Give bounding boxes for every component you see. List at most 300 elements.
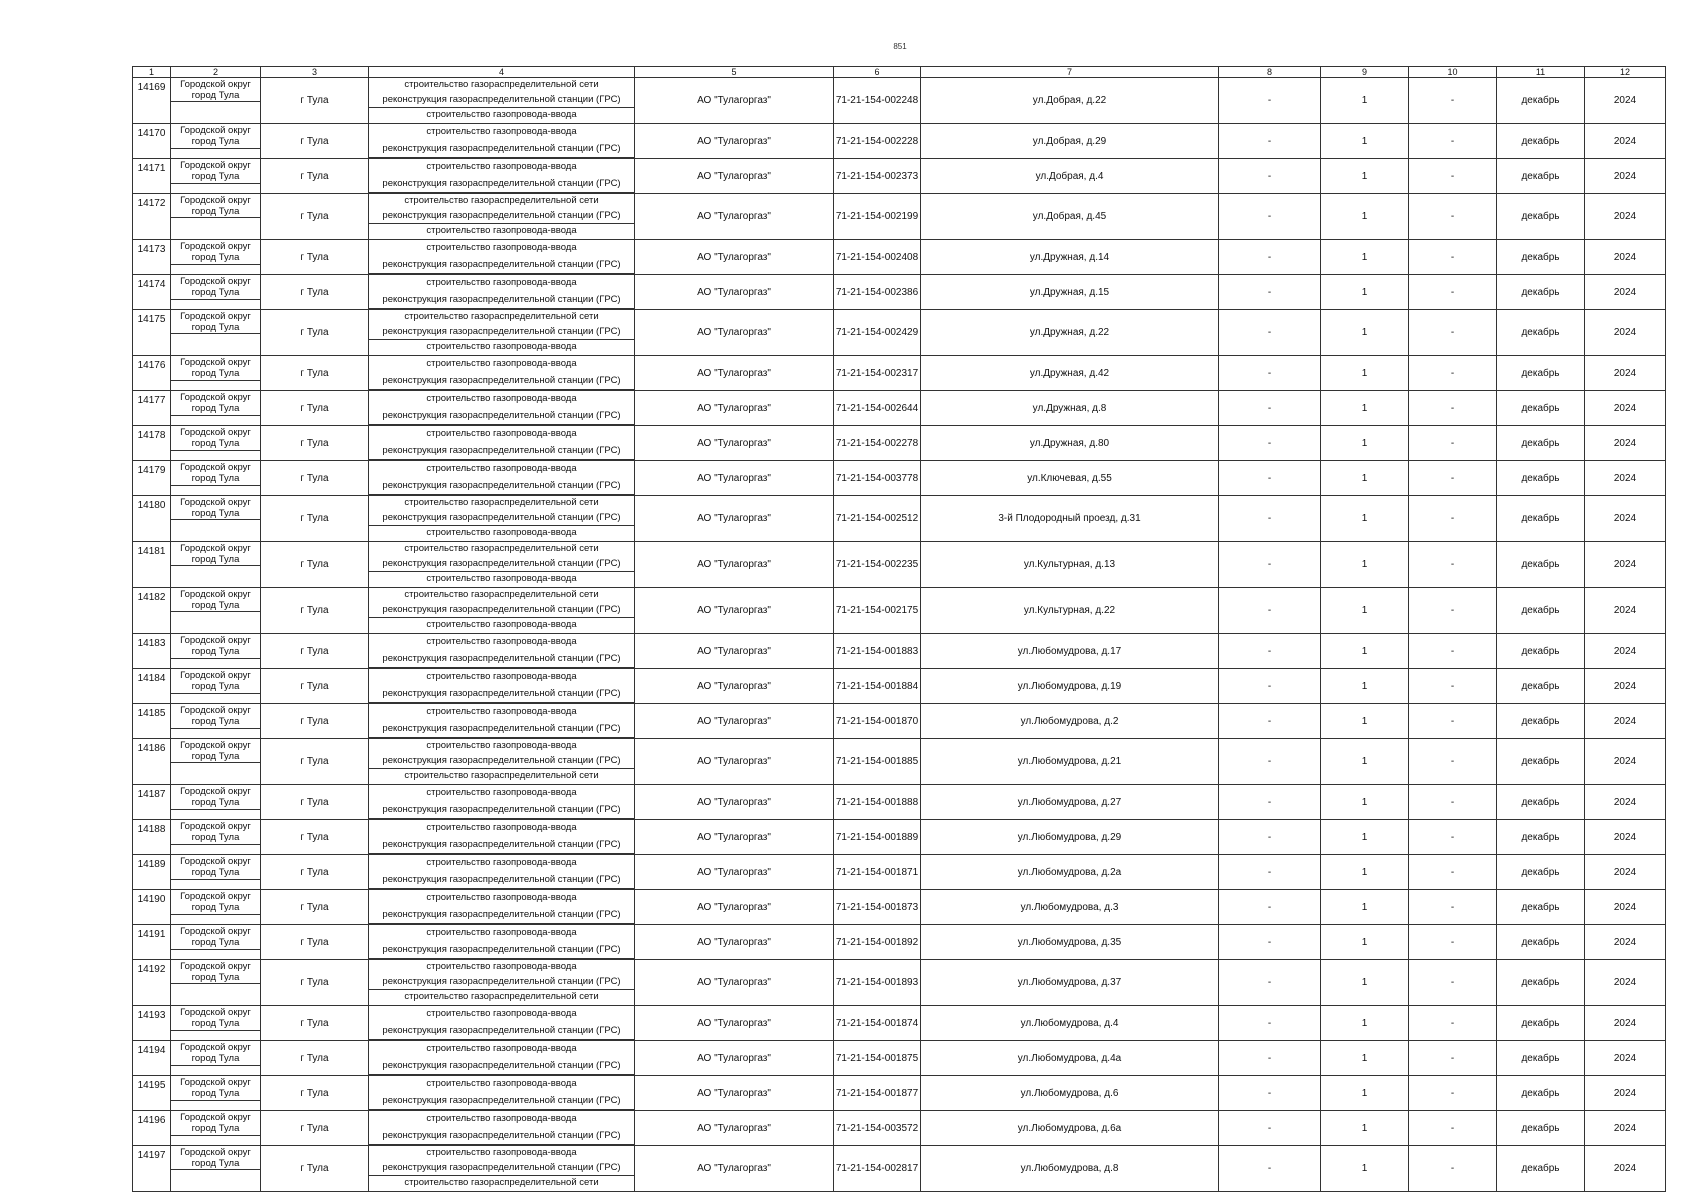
col10-cell: -	[1409, 240, 1497, 275]
month-cell: декабрь	[1497, 1146, 1585, 1192]
col10-cell: -	[1409, 426, 1497, 461]
district-cell	[171, 78, 261, 124]
work-type: реконструкция газораспределительной станции (ГРС)	[369, 511, 634, 526]
object-id-cell: 71-21-154-001893	[834, 960, 921, 1006]
col10-cell: -	[1409, 275, 1497, 310]
work-type: строительство газопровода-ввода	[426, 706, 577, 717]
col10-cell: -	[1409, 542, 1497, 588]
district-cell	[171, 1006, 261, 1041]
col8-cell: -	[1219, 704, 1321, 739]
works-cell	[369, 275, 635, 310]
city-cell: г Тула	[261, 1076, 369, 1111]
object-id-cell: 71-21-154-001871	[834, 855, 921, 890]
year-cell: 2024	[1585, 240, 1666, 275]
work-type: строительство газораспределительной сети	[404, 497, 599, 508]
column-header: 4	[369, 67, 635, 78]
month-cell: декабрь	[1497, 124, 1585, 159]
row-number: 14177	[133, 391, 171, 426]
work-type: строительство газопровода-ввода	[426, 225, 577, 236]
district-name: Городской округ город Тула	[171, 391, 260, 416]
district-cell	[171, 739, 261, 785]
organization-cell: АО "Тулагоргаз"	[635, 461, 834, 496]
address-cell: 3-й Плодородный проезд, д.31	[921, 496, 1219, 542]
district-name: Городской округ город Тула	[171, 588, 260, 612]
works-cell	[369, 634, 635, 669]
district-name: Городской округ город Тула	[171, 1041, 260, 1066]
table-row	[133, 391, 1666, 426]
work-type: строительство газопровода-ввода	[426, 358, 577, 369]
district-name: Городской округ город Тула	[171, 78, 260, 102]
work-type: строительство газораспределительной сети	[404, 589, 599, 600]
year-cell: 2024	[1585, 159, 1666, 194]
col8-cell: -	[1219, 240, 1321, 275]
row-number: 14191	[133, 925, 171, 960]
month-cell: декабрь	[1497, 194, 1585, 240]
object-id-cell: 71-21-154-002175	[834, 588, 921, 634]
row-number: 14183	[133, 634, 171, 669]
year-cell: 2024	[1585, 1146, 1666, 1192]
district-cell	[171, 1076, 261, 1111]
work-type: реконструкция газораспределительной станции (ГРС)	[369, 872, 634, 889]
column-header: 10	[1409, 67, 1497, 78]
col10-cell: -	[1409, 310, 1497, 356]
organization-cell: АО "Тулагоргаз"	[635, 124, 834, 159]
object-id-cell: 71-21-154-002429	[834, 310, 921, 356]
address-cell: ул.Добрая, д.4	[921, 159, 1219, 194]
city-cell: г Тула	[261, 669, 369, 704]
district-name: Городской округ город Тула	[171, 124, 260, 149]
work-type: строительство газопровода-ввода	[426, 428, 577, 439]
register-table	[132, 66, 1666, 1192]
address-cell: ул.Любомудрова, д.6	[921, 1076, 1219, 1111]
table-row	[133, 275, 1666, 310]
work-type: реконструкция газораспределительной станции (ГРС)	[369, 802, 634, 819]
object-id-cell: 71-21-154-002644	[834, 391, 921, 426]
organization-cell: АО "Тулагоргаз"	[635, 1041, 834, 1076]
row-number: 14193	[133, 1006, 171, 1041]
register-body	[133, 78, 1666, 1192]
organization-cell: АО "Тулагоргаз"	[635, 391, 834, 426]
col9-cell: 1	[1321, 739, 1409, 785]
work-type: строительство газопровода-ввода	[426, 892, 577, 903]
table-row	[133, 1111, 1666, 1146]
work-type: строительство газопровода-ввода	[426, 242, 577, 253]
organization-cell: АО "Тулагоргаз"	[635, 890, 834, 925]
col10-cell: -	[1409, 391, 1497, 426]
object-id-cell: 71-21-154-001888	[834, 785, 921, 820]
col8-cell: -	[1219, 925, 1321, 960]
city-cell: г Тула	[261, 1006, 369, 1041]
object-id-cell: 71-21-154-001875	[834, 1041, 921, 1076]
work-type: реконструкция газораспределительной станции (ГРС)	[369, 1023, 634, 1040]
organization-cell: АО "Тулагоргаз"	[635, 739, 834, 785]
organization-cell: АО "Тулагоргаз"	[635, 426, 834, 461]
col9-cell: 1	[1321, 78, 1409, 124]
col8-cell: -	[1219, 194, 1321, 240]
col8-cell: -	[1219, 1111, 1321, 1146]
address-cell: ул.Дружная, д.42	[921, 356, 1219, 391]
year-cell: 2024	[1585, 1041, 1666, 1076]
col10-cell: -	[1409, 960, 1497, 1006]
organization-cell: АО "Тулагоргаз"	[635, 159, 834, 194]
works-cell	[369, 426, 635, 461]
city-cell: г Тула	[261, 704, 369, 739]
city-cell: г Тула	[261, 78, 369, 124]
district-name: Городской округ город Тула	[171, 704, 260, 729]
month-cell: декабрь	[1497, 78, 1585, 124]
col9-cell: 1	[1321, 890, 1409, 925]
table-row	[133, 634, 1666, 669]
district-cell	[171, 496, 261, 542]
col8-cell: -	[1219, 890, 1321, 925]
work-type: реконструкция газораспределительной станции (ГРС)	[369, 1058, 634, 1075]
organization-cell: АО "Тулагоргаз"	[635, 194, 834, 240]
address-cell: ул.Любомудрова, д.27	[921, 785, 1219, 820]
table-row	[133, 704, 1666, 739]
work-type: строительство газораспределительной сети	[404, 311, 599, 322]
object-id-cell: 71-21-154-001892	[834, 925, 921, 960]
year-cell: 2024	[1585, 496, 1666, 542]
year-cell: 2024	[1585, 194, 1666, 240]
district-name: Городской округ город Тула	[171, 1076, 260, 1101]
month-cell: декабрь	[1497, 496, 1585, 542]
col8-cell: -	[1219, 634, 1321, 669]
city-cell: г Тула	[261, 275, 369, 310]
column-header: 11	[1497, 67, 1585, 78]
col9-cell: 1	[1321, 820, 1409, 855]
work-type: реконструкция газораспределительной станции (ГРС)	[369, 1161, 634, 1176]
object-id-cell: 71-21-154-002235	[834, 542, 921, 588]
row-number: 14184	[133, 669, 171, 704]
city-cell: г Тула	[261, 739, 369, 785]
year-cell: 2024	[1585, 78, 1666, 124]
address-cell: ул.Культурная, д.22	[921, 588, 1219, 634]
works-cell	[369, 310, 635, 356]
work-type: реконструкция газораспределительной станции (ГРС)	[369, 754, 634, 769]
table-row	[133, 426, 1666, 461]
address-cell: ул.Любомудрова, д.8	[921, 1146, 1219, 1192]
address-cell: ул.Любомудрова, д.2а	[921, 855, 1219, 890]
month-cell: декабрь	[1497, 785, 1585, 820]
address-cell: ул.Любомудрова, д.4	[921, 1006, 1219, 1041]
row-number: 14172	[133, 194, 171, 240]
address-cell: ул.Любомудрова, д.21	[921, 739, 1219, 785]
work-type: строительство газопровода-ввода	[426, 1147, 577, 1158]
col9-cell: 1	[1321, 925, 1409, 960]
work-type: строительство газопровода-ввода	[426, 527, 577, 538]
work-type: реконструкция газораспределительной станции (ГРС)	[369, 686, 634, 703]
district-name: Городской округ город Тула	[171, 855, 260, 880]
work-type: реконструкция газораспределительной станции (ГРС)	[369, 443, 634, 460]
table-row	[133, 496, 1666, 542]
organization-cell: АО "Тулагоргаз"	[635, 496, 834, 542]
district-name: Городской округ город Тула	[171, 785, 260, 810]
col8-cell: -	[1219, 1146, 1321, 1192]
col10-cell: -	[1409, 855, 1497, 890]
works-cell	[369, 739, 635, 785]
work-type: реконструкция газораспределительной станции (ГРС)	[369, 557, 634, 572]
works-cell	[369, 925, 635, 960]
work-type: реконструкция газораспределительной станции (ГРС)	[369, 209, 634, 224]
city-cell: г Тула	[261, 820, 369, 855]
works-cell	[369, 391, 635, 426]
month-cell: декабрь	[1497, 820, 1585, 855]
organization-cell: АО "Тулагоргаз"	[635, 669, 834, 704]
col8-cell: -	[1219, 542, 1321, 588]
month-cell: декабрь	[1497, 588, 1585, 634]
col8-cell: -	[1219, 588, 1321, 634]
row-number: 14169	[133, 78, 171, 124]
works-cell	[369, 1111, 635, 1146]
month-cell: декабрь	[1497, 855, 1585, 890]
table-row	[133, 310, 1666, 356]
column-header: 12	[1585, 67, 1666, 78]
district-name: Городской округ город Тула	[171, 1006, 260, 1031]
row-number: 14194	[133, 1041, 171, 1076]
year-cell: 2024	[1585, 820, 1666, 855]
year-cell: 2024	[1585, 1006, 1666, 1041]
works-cell	[369, 78, 635, 124]
col9-cell: 1	[1321, 1111, 1409, 1146]
col8-cell: -	[1219, 820, 1321, 855]
col9-cell: 1	[1321, 159, 1409, 194]
address-cell: ул.Любомудрова, д.35	[921, 925, 1219, 960]
object-id-cell: 71-21-154-001883	[834, 634, 921, 669]
works-cell	[369, 1006, 635, 1041]
city-cell: г Тула	[261, 391, 369, 426]
district-cell	[171, 960, 261, 1006]
col10-cell: -	[1409, 704, 1497, 739]
col10-cell: -	[1409, 634, 1497, 669]
row-number: 14182	[133, 588, 171, 634]
works-cell	[369, 194, 635, 240]
month-cell: декабрь	[1497, 925, 1585, 960]
district-name: Городской округ город Тула	[171, 461, 260, 486]
col10-cell: -	[1409, 1041, 1497, 1076]
work-type: реконструкция газораспределительной станции (ГРС)	[369, 478, 634, 495]
year-cell: 2024	[1585, 634, 1666, 669]
work-type: реконструкция газораспределительной станции (ГРС)	[369, 603, 634, 618]
month-cell: декабрь	[1497, 356, 1585, 391]
col8-cell: -	[1219, 855, 1321, 890]
work-type: реконструкция газораспределительной станции (ГРС)	[369, 176, 634, 193]
organization-cell: АО "Тулагоргаз"	[635, 704, 834, 739]
col8-cell: -	[1219, 391, 1321, 426]
works-cell	[369, 1076, 635, 1111]
organization-cell: АО "Тулагоргаз"	[635, 310, 834, 356]
object-id-cell: 71-21-154-002228	[834, 124, 921, 159]
district-cell	[171, 588, 261, 634]
month-cell: декабрь	[1497, 240, 1585, 275]
work-type: строительство газопровода-ввода	[426, 787, 577, 798]
col8-cell: -	[1219, 1076, 1321, 1111]
table-row	[133, 960, 1666, 1006]
works-cell	[369, 704, 635, 739]
object-id-cell: 71-21-154-003572	[834, 1111, 921, 1146]
table-row	[133, 1041, 1666, 1076]
col9-cell: 1	[1321, 960, 1409, 1006]
district-name: Городской округ город Тула	[171, 542, 260, 566]
address-cell: ул.Дружная, д.8	[921, 391, 1219, 426]
city-cell: г Тула	[261, 194, 369, 240]
object-id-cell: 71-21-154-002199	[834, 194, 921, 240]
month-cell: декабрь	[1497, 960, 1585, 1006]
district-name: Городской округ город Тула	[171, 426, 260, 451]
col10-cell: -	[1409, 785, 1497, 820]
city-cell: г Тула	[261, 890, 369, 925]
district-name: Городской округ город Тула	[171, 960, 260, 984]
month-cell: декабрь	[1497, 1006, 1585, 1041]
works-cell	[369, 1041, 635, 1076]
table-row	[133, 159, 1666, 194]
address-cell: ул.Любомудрова, д.6а	[921, 1111, 1219, 1146]
col9-cell: 1	[1321, 391, 1409, 426]
col8-cell: -	[1219, 496, 1321, 542]
work-type: строительство газопровода-ввода	[426, 671, 577, 682]
row-number: 14176	[133, 356, 171, 391]
works-cell	[369, 1146, 635, 1192]
work-type: реконструкция газораспределительной станции (ГРС)	[369, 141, 634, 158]
col8-cell: -	[1219, 78, 1321, 124]
work-type: строительство газопровода-ввода	[426, 1113, 577, 1124]
work-type: строительство газораспределительной сети	[404, 1177, 599, 1188]
work-type: строительство газораспределительной сети	[404, 991, 599, 1002]
col8-cell: -	[1219, 669, 1321, 704]
work-type: реконструкция газораспределительной станции (ГРС)	[369, 651, 634, 668]
address-cell: ул.Любомудрова, д.19	[921, 669, 1219, 704]
district-name: Городской округ город Тула	[171, 890, 260, 915]
district-cell	[171, 310, 261, 356]
table-row	[133, 1076, 1666, 1111]
district-cell	[171, 820, 261, 855]
district-cell	[171, 391, 261, 426]
col10-cell: -	[1409, 1146, 1497, 1192]
col9-cell: 1	[1321, 275, 1409, 310]
month-cell: декабрь	[1497, 1041, 1585, 1076]
organization-cell: АО "Тулагоргаз"	[635, 1076, 834, 1111]
object-id-cell: 71-21-154-002408	[834, 240, 921, 275]
object-id-cell: 71-21-154-003778	[834, 461, 921, 496]
district-name: Городской округ город Тула	[171, 925, 260, 950]
column-header-row	[133, 67, 1666, 78]
column-header: 6	[834, 67, 921, 78]
row-number: 14192	[133, 960, 171, 1006]
col9-cell: 1	[1321, 855, 1409, 890]
work-type: строительство газораспределительной сети	[404, 79, 599, 90]
city-cell: г Тула	[261, 785, 369, 820]
district-name: Городской округ город Тула	[171, 739, 260, 763]
table-row	[133, 124, 1666, 159]
year-cell: 2024	[1585, 739, 1666, 785]
organization-cell: АО "Тулагоргаз"	[635, 925, 834, 960]
works-cell	[369, 542, 635, 588]
address-cell: ул.Любомудрова, д.29	[921, 820, 1219, 855]
work-type: строительство газопровода-ввода	[426, 1008, 577, 1019]
month-cell: декабрь	[1497, 391, 1585, 426]
work-type: строительство газопровода-ввода	[426, 961, 577, 972]
col10-cell: -	[1409, 496, 1497, 542]
col9-cell: 1	[1321, 426, 1409, 461]
work-type: реконструкция газораспределительной станции (ГРС)	[369, 93, 634, 108]
column-header: 9	[1321, 67, 1409, 78]
table-row	[133, 461, 1666, 496]
district-name: Городской округ город Тула	[171, 310, 260, 334]
col9-cell: 1	[1321, 461, 1409, 496]
object-id-cell: 71-21-154-002248	[834, 78, 921, 124]
work-type: реконструкция газораспределительной станции (ГРС)	[369, 292, 634, 309]
address-cell: ул.Любомудрова, д.17	[921, 634, 1219, 669]
year-cell: 2024	[1585, 855, 1666, 890]
object-id-cell: 71-21-154-001874	[834, 1006, 921, 1041]
table-row	[133, 1006, 1666, 1041]
address-cell: ул.Дружная, д.22	[921, 310, 1219, 356]
column-header: 3	[261, 67, 369, 78]
row-number: 14181	[133, 542, 171, 588]
month-cell: декабрь	[1497, 1076, 1585, 1111]
work-type: строительство газопровода-ввода	[426, 463, 577, 474]
organization-cell: АО "Тулагоргаз"	[635, 78, 834, 124]
col10-cell: -	[1409, 124, 1497, 159]
col10-cell: -	[1409, 739, 1497, 785]
city-cell: г Тула	[261, 426, 369, 461]
row-number: 14187	[133, 785, 171, 820]
works-cell	[369, 855, 635, 890]
col10-cell: -	[1409, 1006, 1497, 1041]
page-number: 851	[893, 42, 907, 51]
year-cell: 2024	[1585, 275, 1666, 310]
col8-cell: -	[1219, 1006, 1321, 1041]
work-type: строительство газораспределительной сети	[404, 543, 599, 554]
col10-cell: -	[1409, 669, 1497, 704]
city-cell: г Тула	[261, 1041, 369, 1076]
city-cell: г Тула	[261, 925, 369, 960]
col9-cell: 1	[1321, 634, 1409, 669]
district-cell	[171, 356, 261, 391]
column-header: 5	[635, 67, 834, 78]
col8-cell: -	[1219, 785, 1321, 820]
object-id-cell: 71-21-154-002817	[834, 1146, 921, 1192]
organization-cell: АО "Тулагоргаз"	[635, 1146, 834, 1192]
works-cell	[369, 890, 635, 925]
month-cell: декабрь	[1497, 461, 1585, 496]
row-number: 14196	[133, 1111, 171, 1146]
city-cell: г Тула	[261, 496, 369, 542]
address-cell: ул.Любомудрова, д.3	[921, 890, 1219, 925]
work-type: строительство газопровода-ввода	[426, 573, 577, 584]
district-cell	[171, 461, 261, 496]
district-cell	[171, 890, 261, 925]
city-cell: г Тула	[261, 588, 369, 634]
work-type: строительство газопровода-ввода	[426, 857, 577, 868]
organization-cell: АО "Тулагоргаз"	[635, 634, 834, 669]
row-number: 14197	[133, 1146, 171, 1192]
address-cell: ул.Дружная, д.15	[921, 275, 1219, 310]
work-type: строительство газопровода-ввода	[426, 109, 577, 120]
year-cell: 2024	[1585, 925, 1666, 960]
district-cell	[171, 542, 261, 588]
col10-cell: -	[1409, 925, 1497, 960]
year-cell: 2024	[1585, 426, 1666, 461]
work-type: строительство газопровода-ввода	[426, 341, 577, 352]
row-number: 14185	[133, 704, 171, 739]
works-cell	[369, 785, 635, 820]
year-cell: 2024	[1585, 310, 1666, 356]
col8-cell: -	[1219, 124, 1321, 159]
col9-cell: 1	[1321, 588, 1409, 634]
table-row	[133, 194, 1666, 240]
work-type: строительство газопровода-ввода	[426, 1043, 577, 1054]
object-id-cell: 71-21-154-002278	[834, 426, 921, 461]
